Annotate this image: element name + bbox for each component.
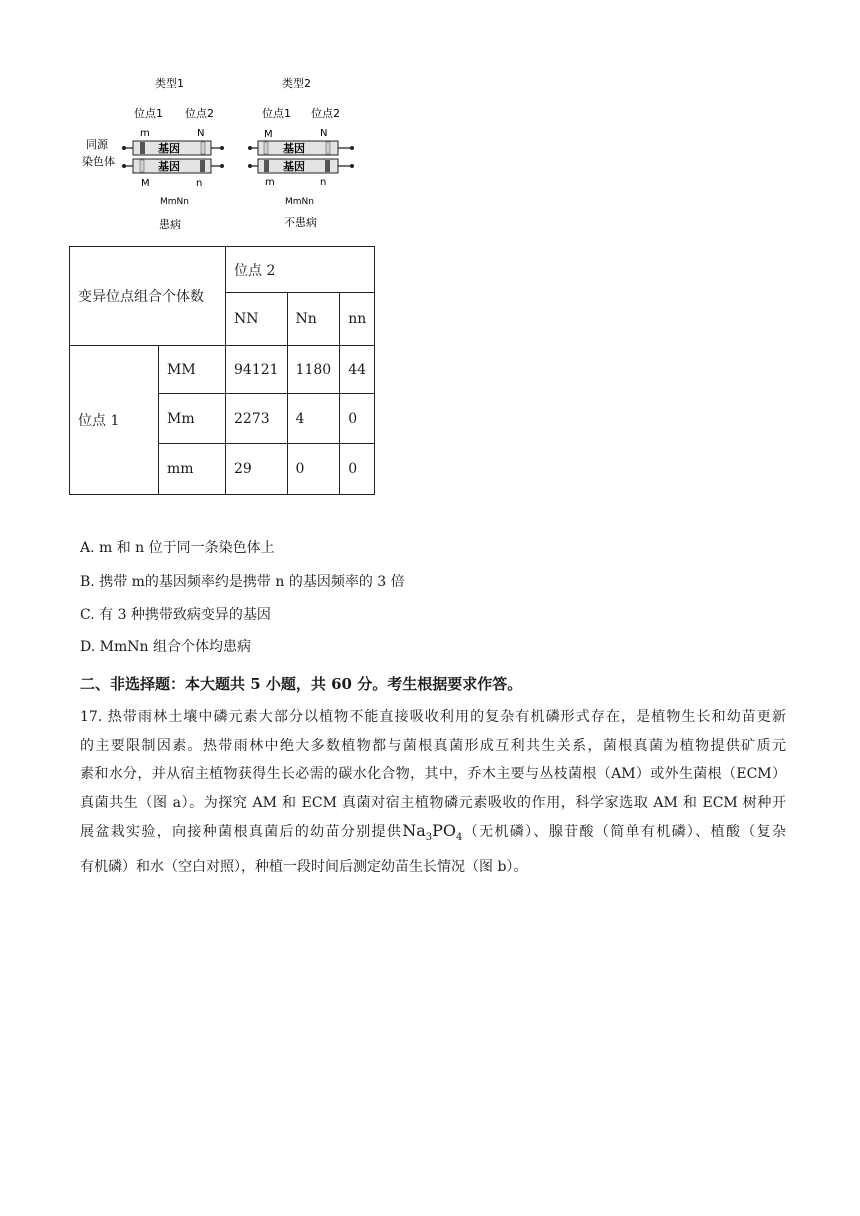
- chromosome-side-label-1: 同源: [86, 138, 108, 151]
- type2-allele-bottom-left: m: [265, 177, 275, 188]
- type2-genotype: MmNn: [285, 197, 314, 207]
- question-17: [80, 703, 786, 882]
- q17-line-5-before: 展盆栽实验，向接种菌根真菌后的幼苗分别提供: [80, 824, 403, 841]
- table-cell: 0: [340, 394, 375, 444]
- type1-result: 患病: [159, 218, 181, 231]
- type2-site2: 位点2: [311, 107, 340, 120]
- q17-line-1: 17. 热带雨林土壤中磷元素大部分以植物不能直接吸收利用的复杂有机磷形式存在，是植物生长和幼苗更新: [80, 709, 786, 725]
- chromosome-side-label-2: 染色体: [82, 155, 115, 168]
- table-cell: 2273: [226, 394, 288, 444]
- type1-allele-top-right: N: [197, 128, 205, 139]
- type2-gene-bottom: 基因: [283, 160, 305, 173]
- table-col-group: 位点 2: [226, 247, 375, 293]
- type2-allele-bottom-right: n: [320, 177, 327, 188]
- q17-line-5: [80, 817, 786, 853]
- table-row-header: MM: [159, 346, 226, 394]
- chemical-formula: $Na_3PO_4$: [402, 821, 463, 844]
- table-cell: 94121: [226, 346, 288, 394]
- q17-line-5-after: （无机磷）、腺苷酸（简单有机磷）、植酸（复杂: [462, 824, 786, 841]
- variant-count-table: [69, 246, 375, 495]
- q17-line-4: 真菌共生（图 a）。为探究 AM 和 ECM 真菌对宿主植物磷元素吸收的作用，科学家选取 AM 和 ECM 树种开: [80, 794, 786, 811]
- table-col-header: nn: [340, 293, 375, 346]
- type1-gene-top: 基因: [158, 142, 180, 155]
- type1-allele-bottom-right: n: [196, 178, 203, 189]
- table-cell: 29: [226, 444, 288, 495]
- type2-diagram: [248, 76, 354, 229]
- type1-diagram: [122, 76, 224, 231]
- table-row-header: mm: [159, 444, 226, 495]
- table-row-header: Mm: [159, 394, 226, 444]
- chromosome-figure: [80, 70, 370, 240]
- table-corner-label: 变异位点组合个体数: [70, 247, 226, 346]
- type2-result: 不患病: [284, 216, 317, 229]
- option-d: D. MmNn 组合个体均患病: [80, 639, 251, 655]
- type1-allele-bottom-left: M: [141, 178, 150, 189]
- type1-title: 类型1: [155, 77, 184, 90]
- type1-gene-bottom: 基因: [158, 160, 180, 173]
- type1-genotype: MmNn: [160, 197, 189, 207]
- option-a: A. m 和 n 位于同一条染色体上: [80, 540, 275, 556]
- table-cell: 0: [287, 444, 340, 495]
- type2-allele-top-left: M: [264, 129, 273, 140]
- type1-site1: 位点1: [134, 107, 163, 120]
- section-title: 二、非选择题：本大题共 5 小题，共 60 分。考生根据要求作答。: [80, 675, 523, 693]
- table-cell: 4: [287, 394, 340, 444]
- type2-gene-top: 基因: [283, 142, 305, 155]
- table-cell: 1180: [287, 346, 340, 394]
- table-col-header: Nn: [287, 293, 340, 346]
- table-cell: 0: [340, 444, 375, 495]
- type2-title: 类型2: [282, 77, 311, 90]
- type2-site1: 位点1: [262, 107, 291, 120]
- option-b: B. 携带 m的基因频率约是携带 n 的基因频率的 3 倍: [80, 574, 405, 590]
- type1-allele-top-left: m: [140, 128, 150, 139]
- q17-line-3: 素和水分，并从宿主植物获得生长必需的碳水化合物，其中，乔木主要与丛枝菌根（AM）或外生菌根（ECM）: [80, 766, 786, 783]
- table-row-group: 位点 1: [70, 346, 159, 495]
- q17-line-6: 有机磷）和水（空白对照），种植一段时间后测定幼苗生长情况（图 b）。: [80, 859, 528, 876]
- table-col-header: NN: [226, 293, 288, 346]
- table-cell: 44: [340, 346, 375, 394]
- type2-allele-top-right: N: [320, 128, 328, 139]
- q17-line-2: 的主要限制因素。热带雨林中绝大多数植物都与菌根真菌形成互利共生关系，菌根真菌为植物提供矿质元: [80, 737, 786, 754]
- type1-site2: 位点2: [185, 107, 214, 120]
- option-c: C. 有 3 种携带致病变异的基因: [80, 607, 271, 623]
